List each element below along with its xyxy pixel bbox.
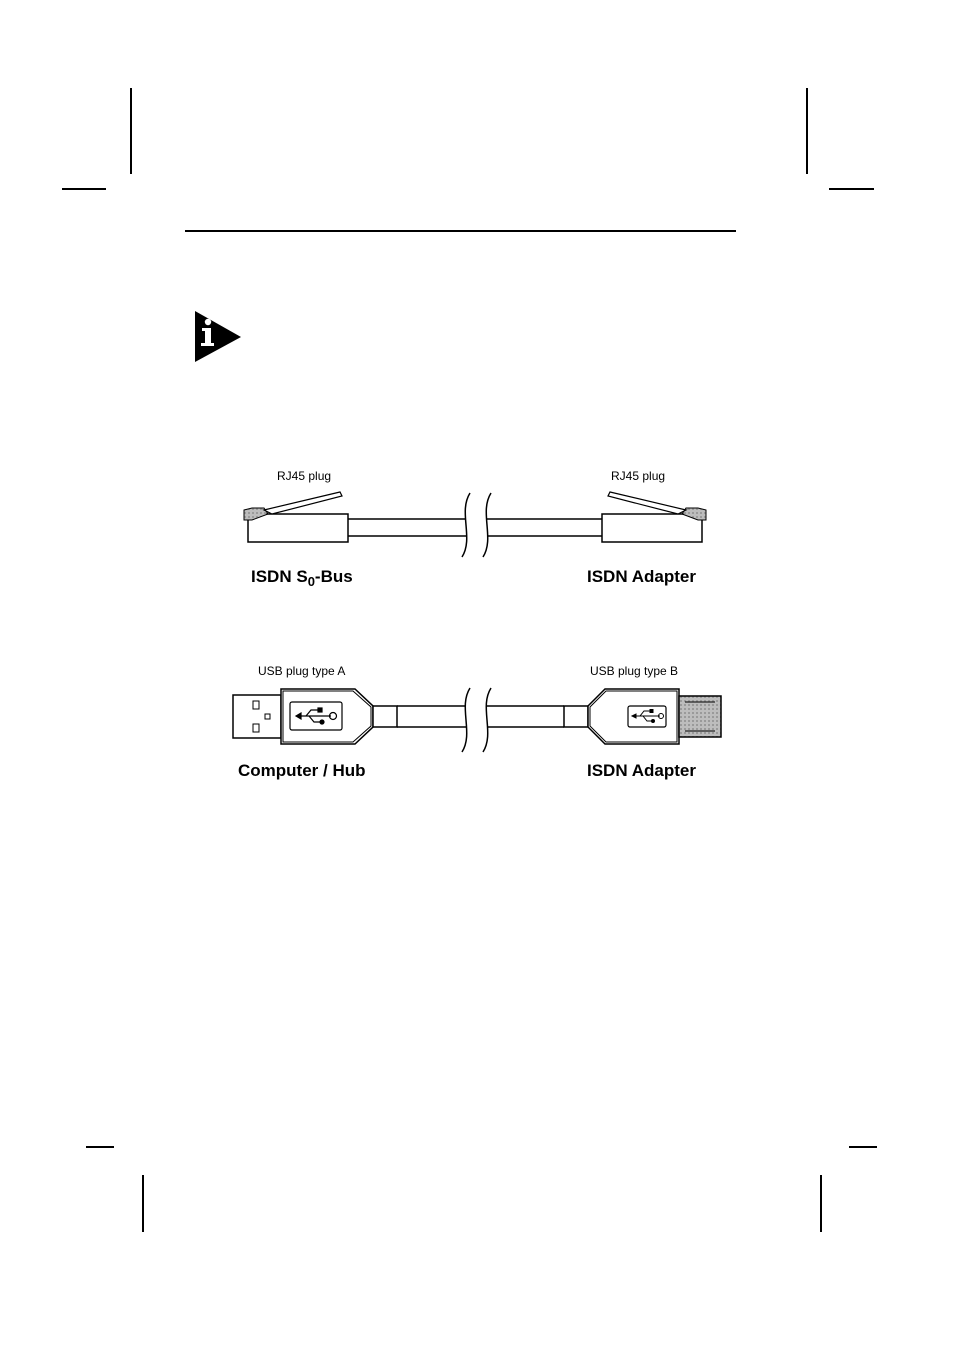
usb-right-end-label: ISDN Adapter (587, 761, 696, 780)
rj45-left-end-label: ISDN $S_0$-Bus (251, 567, 353, 589)
rj45-cable (244, 469, 706, 589)
info-icon (195, 311, 241, 362)
rj45-left-plug-label: RJ45 plug (277, 469, 332, 483)
rj45-right-end-label: ISDN Adapter (587, 567, 696, 586)
usb-left-end-label: Computer / Hub (238, 761, 366, 780)
usb-plug-type-a (233, 689, 397, 744)
usb-cable-wire (397, 688, 564, 752)
rj45-plug-right (602, 492, 706, 542)
rj45-right-plug-label: RJ45 plug (611, 469, 666, 483)
usb-left-plug-label: USB plug type A (258, 664, 346, 678)
rj45-cable-wire (348, 493, 602, 557)
usb-plug-type-b (564, 689, 721, 744)
usb-right-plug-label: USB plug type B (590, 664, 679, 678)
usb-cable (233, 664, 721, 780)
rj45-plug-left (244, 492, 348, 542)
